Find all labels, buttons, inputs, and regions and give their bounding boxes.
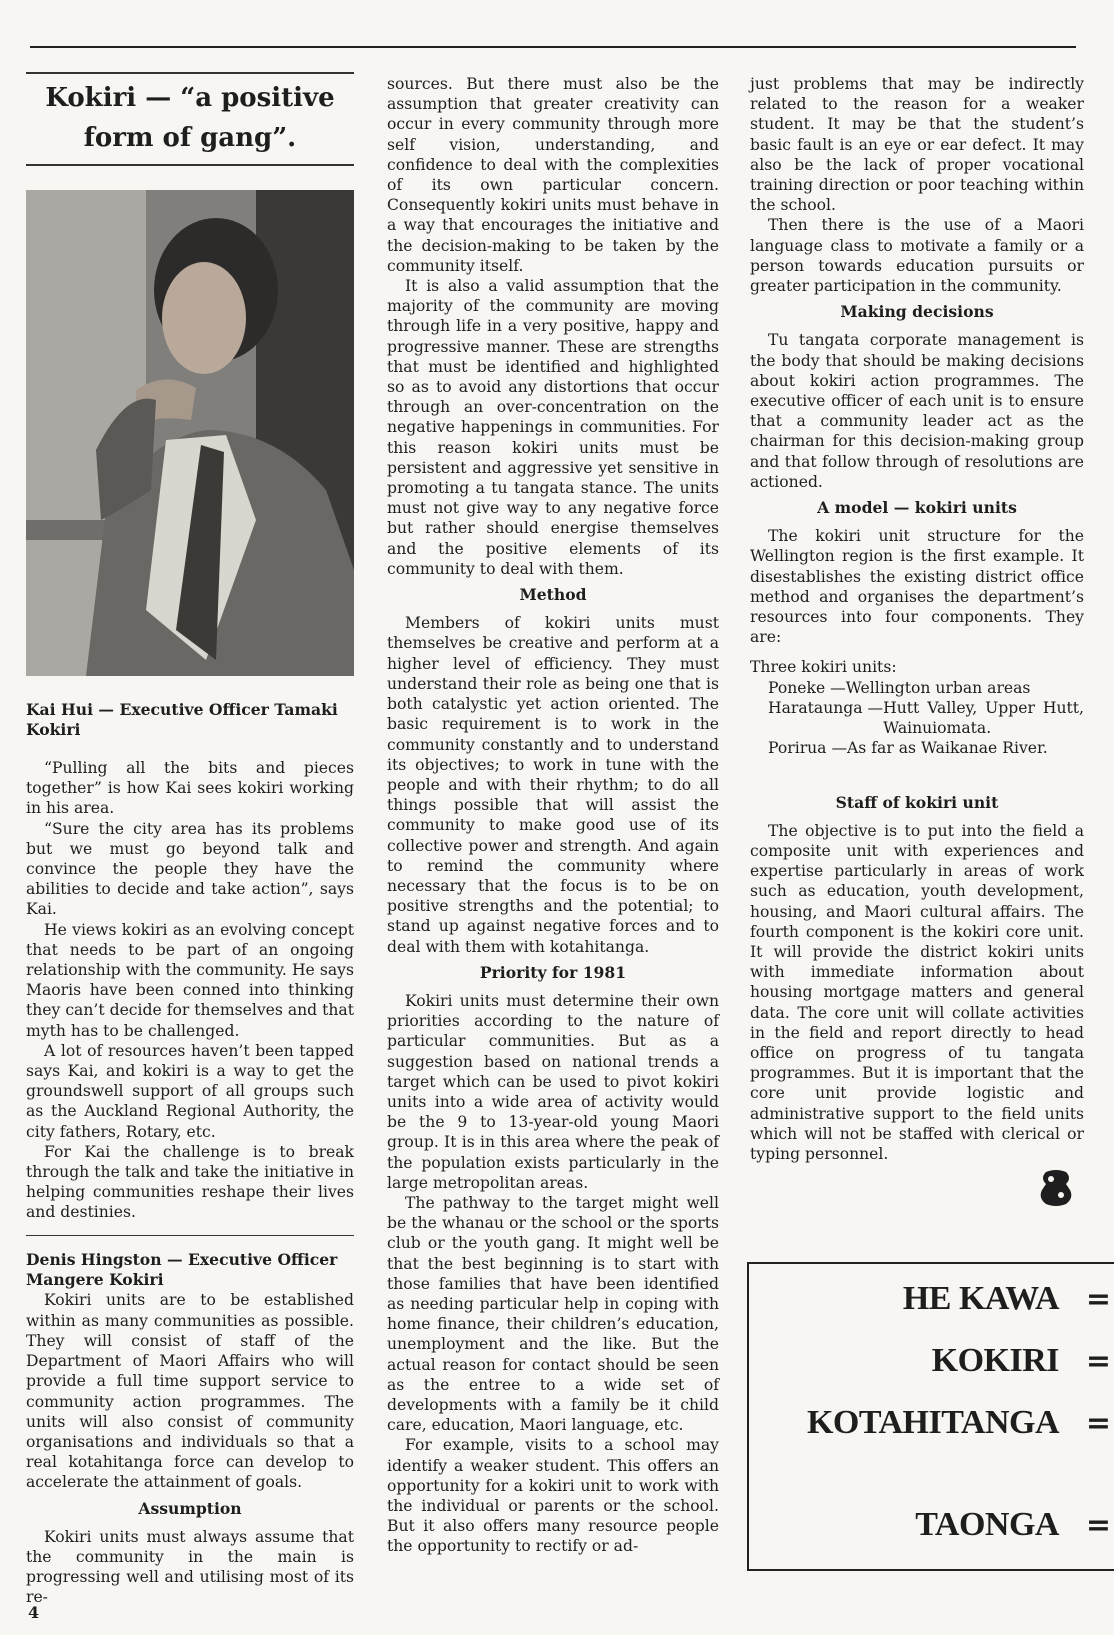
col1-paragraph-5: For Kai the challenge is to break through the talk and take the initiative in helping communities reshape their lives and destinies.: [26, 1142, 354, 1222]
denis-caption: Denis Hingston — Executive Officer Mangere Kokiri: [26, 1250, 338, 1290]
col3-paragraph-2: Then there is the use of a Maori language class to motivate a family or a person towards education pursuits or greater participation in the community.: [750, 216, 1084, 296]
col3-paragraph-3: Tu tangata corporate management is the body that should be making decisions about kokiri action programmes. The executive officer of each unit is to ensure that a community leader act as the chairman for this decision-making group and that follow through of resolutions are actioned.: [750, 331, 1084, 491]
subhead-making-decisions: Making decisions: [840, 302, 994, 322]
kawa-box: [747, 1262, 1114, 1571]
unit-name: Harataunga —: [768, 698, 884, 717]
list-item: [750, 678, 1084, 698]
col1-paragraph-1: “Pulling all the bits and pieces together” is how Kai sees kokiri working in his area.: [26, 758, 354, 818]
box-equals: =: [1085, 1406, 1111, 1441]
box-line-kotahitanga: KOTAHITANGA: [806, 1404, 1059, 1441]
subhead-model: A model — kokiri units: [817, 498, 1017, 518]
box-line-he-kawa: HE KAWA: [902, 1280, 1059, 1317]
unit-name: Poneke —: [768, 678, 846, 697]
col3-paragraph-1: just problems that may be indirectly related to the reason for a weaker student. It may be that the student’s basic fault is an eye or ear defect. It may also be the lack of proper vocational training direction or poor teaching within the school.: [750, 75, 1084, 215]
units-list-intro: Three kokiri units:: [750, 658, 897, 677]
unit-description: Hutt Valley, Upper Hutt, Wainuiomata.: [883, 698, 1084, 738]
col1-paragraph-2: “Sure the city area has its problems but we must go beyond talk and convince the people they have the abilities to decide and take action”, says Kai.: [26, 819, 354, 919]
top-rule: [30, 46, 1076, 48]
box-equals: =: [1085, 1508, 1111, 1543]
subhead-priority: Priority for 1981: [479, 962, 627, 982]
col3-paragraph-5: The objective is to put into the field a composite unit with experiences and expertise particularly in areas of work such as education, youth development, housing, and Maori cultural affairs. The fourth component is the kokiri core unit. It will provide the district kokiri units with immediate information about housing mortgage matters and general data. The core unit will collate activities in the field and report directly to head office on progress of tu tangata programmes. But it is important that the core unit provide logistic and administrative support to the field units which will not be staffed with clerical or typing personnel.: [750, 821, 1084, 1163]
box-line-taonga: TAONGA: [915, 1506, 1059, 1543]
headline-rule-top: [26, 72, 354, 74]
page-number: 4: [28, 1603, 40, 1622]
col2-paragraph-5: The pathway to the target might well be the whanau or the school or the sports club or the youth gang. It might well be that the best beginning is to start with those families that have been identified as needing particular help in coping with home finance, their children’s education, unemployment and the like. But the actual reason for contact should be seen as the entree to a wide set of developments with a family be it child care, education, Maori language, etc.: [387, 1193, 719, 1435]
column-3: [750, 74, 1084, 1164]
column-1: [26, 72, 354, 1608]
list-item: [750, 738, 1084, 758]
subhead-staff: Staff of kokiri unit: [835, 792, 999, 812]
unit-name: Porirua —: [768, 739, 848, 758]
end-mark-icon: [1038, 1168, 1074, 1208]
unit-description: Wellington urban areas: [845, 678, 1031, 697]
col2-paragraph-6: For example, visits to a school may identify a weaker student. This offers an opportunity for a kokiri unit to work with the individual or parents or the school. But it also offers many resource people the opportunity to rectify or ad-: [387, 1436, 719, 1556]
column-2: [387, 74, 719, 1557]
box-equals: =: [1085, 1282, 1111, 1317]
col1-paragraph-6: Kokiri units are to be established within as many communities as possible. They will consist of staff of the Department of Maori Affairs who will provide a full time support service to community action programmes. The units will also consist of community organisations and individuals so that a real kotahitanga force can develop to accelerate the attainment of goals.: [26, 1291, 354, 1492]
subhead-assumption: Assumption: [138, 1498, 242, 1518]
col1-paragraph-4: A lot of resources haven’t been tapped says Kai, and kokiri is a way to get the groundswell support of all groups such as the Auckland Regional Authority, the city fathers, Rotary, etc.: [26, 1041, 354, 1141]
headline-line-1: Kokiri — “a positive: [45, 83, 335, 113]
col1-paragraph-3: He views kokiri as an evolving concept that needs to be part of an ongoing relationship with the community. He says Maoris have been conned into thinking they can’t decide for themselves and that myth has to be challenged.: [26, 920, 354, 1040]
col2-paragraph-4: Kokiri units must determine their own priorities according to the nature of particular communities. But as a suggestion based on national trends a target which can be used to pivot kokiri units into a wide area of activity would be the 9 to 13-year-old young Maori group. It is in this area where the peak of the population exists particularly in the large metropolitan areas.: [387, 991, 719, 1192]
subhead-method: Method: [519, 585, 587, 605]
box-line-kokiri: KOKIRI: [931, 1342, 1059, 1379]
section-divider: [26, 1235, 354, 1237]
unit-description: As far as Waikanae River.: [847, 739, 1048, 758]
col1-paragraph-7: Kokiri units must always assume that the community in the main is progressing well and utilising most of its re-: [26, 1527, 354, 1607]
col2-paragraph-3: Members of kokiri units must themselves be creative and perform at a higher level of efficiency. They must understand their role as being one that is both catalystic yet action oriented. The basic requirement is to work in the community constantly and to understand its objectives; to work in tune with the people and with their rhythm; to do all things possible that will assist the community to make good use of its collective power and strength. And again to remind the community where necessary that the focus is to be on positive strengths and the potential; to stand up against negative forces and to deal with them with kotahitanga.: [387, 614, 719, 956]
portrait-illustration: [26, 190, 354, 676]
portrait-photo: [26, 190, 354, 676]
col3-paragraph-4: The kokiri unit structure for the Wellington region is the first example. It disestablishes the existing district office method and organises the department’s resources into four components. They are:: [750, 527, 1084, 647]
col2-paragraph-1: sources. But there must also be the assumption that greater creativity can occur in every community through more self vision, understanding, and confidence to deal with the complexities of its own particular concern. Consequently kokiri units must behave in a way that encourages the initiative and the decision-making to be taken by the community itself.: [387, 75, 719, 275]
headline-rule-bottom: [26, 164, 354, 166]
headline: [26, 78, 354, 158]
photo-caption: Kai Hui — Executive Officer Tamaki Kokiri: [26, 699, 338, 739]
headline-line-2: form of gang”.: [83, 123, 297, 153]
units-list: [750, 657, 1084, 758]
col2-paragraph-2: It is also a valid assumption that the majority of the community are moving through life in a very positive, happy and progressive manner. These are strengths that must be identified and highlighted so as to avoid any distortions that occur through an over-concentration on the negative happenings in communities. For this reason kokiri units must be persistent and aggressive yet sensitive in promoting a tu tangata stance. The units must not give way to any negative force but rather should energise themselves and the positive elements of its community to deal with them.: [387, 277, 719, 578]
box-equals: =: [1085, 1344, 1111, 1379]
list-item: [750, 698, 1084, 738]
